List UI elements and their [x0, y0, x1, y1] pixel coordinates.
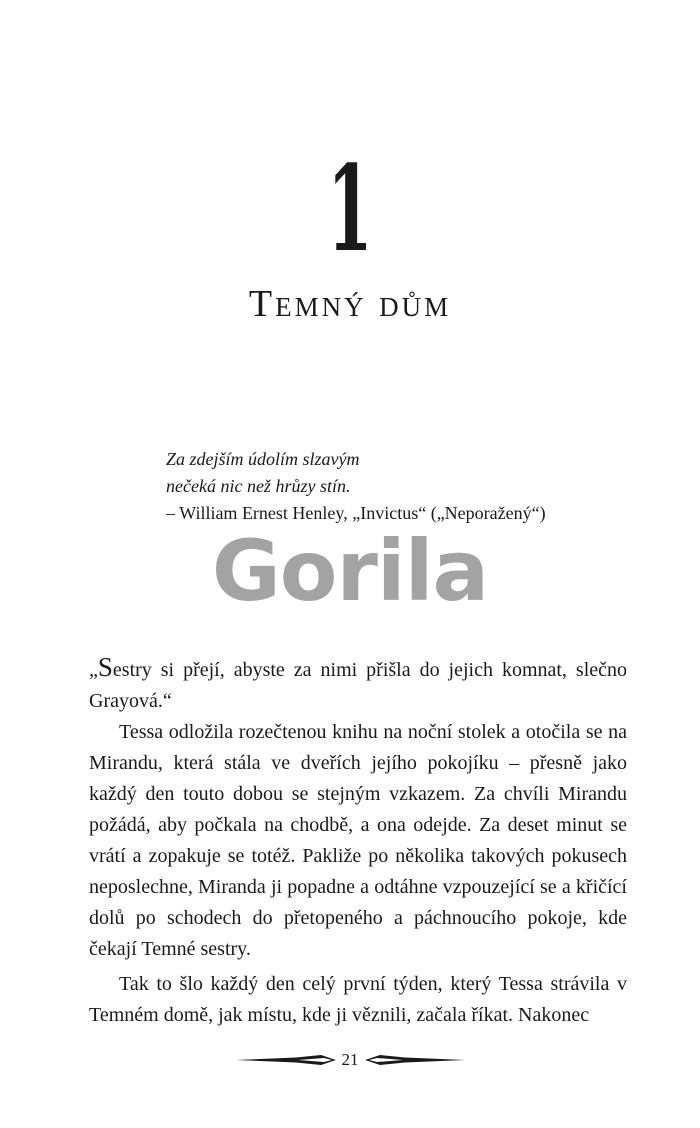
paragraph-1	[89, 652, 627, 717]
body-text	[89, 652, 627, 1031]
watermark-logo: Gorila	[211, 522, 489, 620]
page-footer	[0, 1050, 700, 1070]
chapter-title: Temný dům	[248, 283, 452, 325]
paragraph-1-text: estry si přejí, abyste za nimi přišla do jejich komnat, slečno Grayová.“	[89, 659, 627, 712]
epigraph-attribution: – William Ernest Henley, „Invictus“ („Neporažený“)	[166, 503, 546, 523]
paragraph-2: Tessa odložila rozečtenou knihu na noční stolek a otočila se na Mirandu, která stála ve dveřích jejího pokojíku – přesně jako každý den touto dobou se stejným vzkazem. Za chvíli Mirandu požádá, aby počkala na chodbě, a ona odejde. Za deset minut se vrátí a zopakuje se totéž. Pakliže po několika takových pokusech neposlechne, Miranda ji popadne a odtáhne vzpouzející se a křičící dolů po schodech do přetopeného a páchnoucího pokoje, kde čekají Temné sestry.	[89, 721, 627, 960]
opening-quote: „	[89, 659, 98, 681]
chapter-number: 1	[327, 139, 373, 278]
epigraph	[166, 446, 626, 527]
right-ornament-icon	[365, 1054, 465, 1066]
epigraph-line-2: nečeká nic než hrůzy stín.	[166, 476, 351, 496]
page-number: 21	[341, 1050, 359, 1069]
drop-cap: S	[97, 652, 113, 682]
paragraph-3: Tak to šlo každý den celý první týden, který Tessa strávila v Temném domě, jak místu, kde ji věznili, začala říkat. Nakonec	[89, 973, 627, 1026]
epigraph-line-1: Za zdejším údolím slzavým	[166, 449, 360, 469]
left-ornament-icon	[236, 1054, 336, 1066]
